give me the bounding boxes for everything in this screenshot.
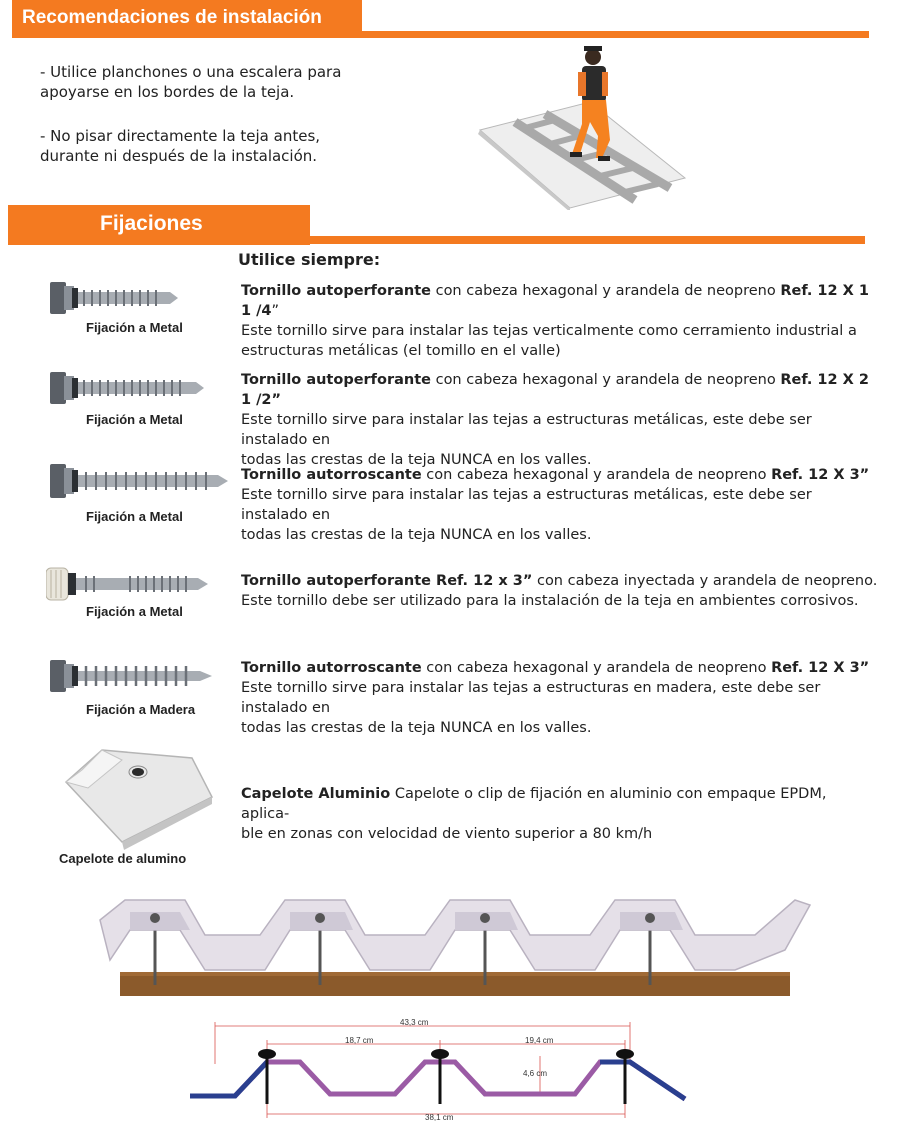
- dim-right-span: 19,4 cm: [525, 1036, 554, 1045]
- roof-sheet-installation-illustration: [95, 890, 815, 1005]
- wood-screw-icon: [50, 654, 215, 698]
- screw-icon: [50, 276, 180, 320]
- fixing-description: Tornillo autoperforante Ref. 12 x 3” con cabeza inyectada y arandela de neopreno. Este tornillo debe ser utilizado para la instalación de la teja en ambientes corrosivos.: [241, 573, 878, 609]
- fixing-description: Tornillo autorroscante con cabeza hexagonal y arandela de neopreno Ref. 12 X 3” Este tornillo sirve para instalar las tejas a estructuras metálicas, este debe ser instalado en todas las crestas de la teja NUNCA en los valles.: [241, 467, 870, 543]
- aluminium-clip-icon: [62, 742, 222, 852]
- dim-bottom-span: 38,1 cm: [425, 1113, 454, 1122]
- fixing-description: Tornillo autoperforante con cabeza hexagonal y arandela de neopreno Ref. 12 X 2 1 /2” Este tornillo sirve para instalar las tejas a estructuras metálicas, este debe ser instalado en todas las crestas de la teja NUNCA en los valles.: [241, 372, 869, 468]
- dim-height: 4,6 cm: [523, 1069, 548, 1078]
- screw-icon: [50, 458, 230, 504]
- fixing-caption: Fijación a Madera: [86, 702, 196, 717]
- dim-total-width: 43,3 cm: [400, 1018, 429, 1027]
- header-rule: [310, 236, 865, 244]
- fixing-description: Tornillo autorroscante con cabeza hexagonal y arandela de neopreno Ref. 12 X 3” Este tornillo sirve para instalar las tejas a estructuras en madera, este debe ser instalado en todas las crestas de la teja NUNCA en los valles.: [241, 660, 870, 736]
- fixing-caption: Fijación a Metal: [86, 604, 183, 619]
- fixing-description: Capelote Aluminio Capelote o clip de fijación en aluminio con empaque EPDM, aplica- ble en zonas con velocidad de viento superior a 80 km/h: [241, 786, 827, 842]
- fixing-caption: Capelote de alumino: [59, 851, 187, 866]
- fixing-caption: Fijación a Metal: [86, 320, 183, 335]
- fixing-description: Tornillo autoperforante con cabeza hexagonal y arandela de neopreno Ref. 12 X 1 1 /4” Este tornillo sirve para instalar las tejas verticalmente como cerramiento industrial a estructuras metálicas (el tomillo en el valle): [241, 283, 869, 359]
- section-title: Fijaciones: [100, 212, 203, 235]
- fixing-caption: Fijación a Metal: [86, 509, 183, 524]
- intro-text: Utilice siempre:: [238, 250, 381, 269]
- injected-head-screw-icon: [46, 564, 211, 604]
- screw-icon: [50, 366, 205, 410]
- section-header-fijaciones: [8, 205, 310, 245]
- fixing-caption: Fijación a Metal: [86, 412, 183, 427]
- dim-left-span: 18,7 cm: [345, 1036, 374, 1045]
- recommendation-2: - No pisar directamente la teja antes, durante ni después de la instalación.: [40, 127, 321, 165]
- section-title: Recomendaciones de instalación: [22, 7, 322, 28]
- section-header-installation: [12, 0, 362, 38]
- recommendation-1: - Utilice planchones o una escalera para apoyarse en los bordes de la teja.: [40, 63, 342, 101]
- worker-on-ladder-illustration: [470, 40, 700, 210]
- header-rule: [362, 31, 869, 38]
- profile-dimension-diagram: [185, 1014, 715, 1124]
